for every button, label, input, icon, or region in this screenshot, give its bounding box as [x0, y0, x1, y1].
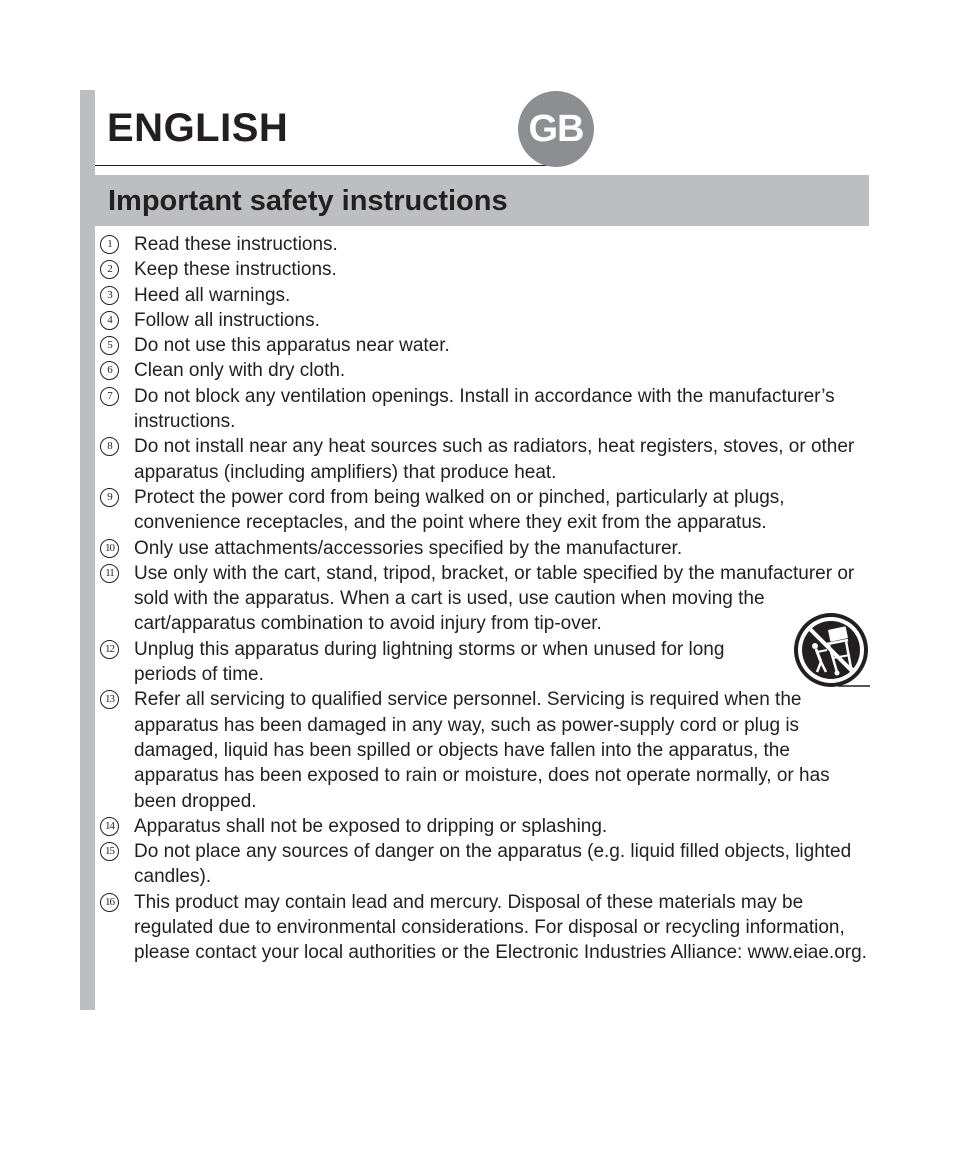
instruction-text: This product may contain lead and mercury. Disposal of these materials may be regulated due to environmental considerations. For disposal or recycling information, please contact your local authorities or the Electronic Industries Alliance: www.eiae.org. [134, 891, 867, 964]
instruction-text: Only use attachments/accessories specified by the manufacturer. [134, 537, 683, 559]
instruction-text: Read these instructions. [134, 234, 338, 255]
circled-number-icon: 5 [100, 336, 119, 355]
list-item [98, 637, 873, 688]
circled-number-icon: 16 [100, 893, 119, 912]
list-item [98, 814, 873, 839]
circled-number-icon: 10 [100, 539, 119, 558]
title-divider [95, 165, 555, 166]
instruction-text: Do not place any sources of danger on the apparatus (e.g. liquid filled objects, lighted candles). [134, 841, 852, 888]
circled-number-icon: 13 [100, 690, 119, 709]
list-item [98, 561, 873, 637]
circled-number-icon: 15 [100, 842, 119, 861]
cart-tip-over-warning-icon [793, 612, 871, 690]
list-item [98, 232, 873, 257]
list-item [98, 384, 873, 435]
list-item [98, 485, 873, 536]
instruction-text: Use only with the cart, stand, tripod, bracket, or table specified by the manufacturer or sold with the apparatus. When a cart is used, use caution when moving the cart/apparatus combination to avoid injury from tip-over. [134, 562, 855, 635]
instruction-text: Do not block any ventilation openings. Install in accordance with the manufacturer’s instructions. [134, 385, 835, 433]
section-header [95, 175, 869, 226]
list-item [98, 687, 873, 813]
circled-number-icon: 8 [100, 437, 119, 456]
list-item [98, 283, 873, 308]
circled-number-icon: 11 [100, 564, 119, 583]
instruction-text: Do not use this apparatus near water. [134, 335, 450, 357]
instruction-text: Follow all instructions. [134, 309, 320, 331]
list-item [98, 308, 873, 333]
circled-number-icon: 2 [100, 260, 119, 279]
list-item [98, 333, 873, 358]
country-badge: GB [518, 91, 594, 167]
list-item [98, 358, 873, 383]
instruction-text: Clean only with dry cloth. [134, 360, 346, 382]
instruction-text: Unplug this apparatus during lightning storms or when unused for long periods of time. [134, 638, 725, 686]
list-item [98, 536, 873, 561]
circled-number-icon: 6 [100, 361, 119, 380]
circled-number-icon: 4 [100, 311, 119, 330]
section-title: Important safety instructions [108, 185, 508, 217]
instruction-text: Do not install near any heat sources such as radiators, heat registers, stoves, or other apparatus (including amplifiers) that produce heat. [134, 436, 855, 483]
list-item [98, 890, 873, 966]
instruction-text: Protect the power cord from being walked on or pinched, particularly at plugs, convenience receptacles, and the point where they exit from the apparatus. [134, 486, 785, 534]
circled-number-icon: 14 [100, 817, 119, 836]
left-accent-bar [80, 90, 95, 1010]
instruction-list [98, 232, 873, 966]
circled-number-icon: 3 [100, 286, 119, 305]
language-title: ENGLISH [107, 106, 289, 150]
list-item [98, 434, 873, 485]
instruction-text: Heed all warnings. [134, 284, 291, 306]
instruction-text: Refer all servicing to qualified service personnel. Servicing is required when the apparatus has been damaged in any way, such as power-supply cord or plug is damaged, liquid has been spilled or objects have fallen into the apparatus, the apparatus has been exposed to rain or moisture, does not operate normally, or has been dropped. [134, 689, 830, 812]
instruction-text: Apparatus shall not be exposed to dripping or splashing. [134, 815, 608, 837]
list-item [98, 839, 873, 890]
list-item [98, 257, 873, 282]
instruction-text: Keep these instructions. [134, 259, 337, 281]
circled-number-icon: 9 [100, 488, 119, 507]
circled-number-icon: 12 [100, 640, 119, 659]
circled-number-icon: 7 [100, 387, 119, 406]
circled-number-icon: 1 [100, 235, 119, 254]
